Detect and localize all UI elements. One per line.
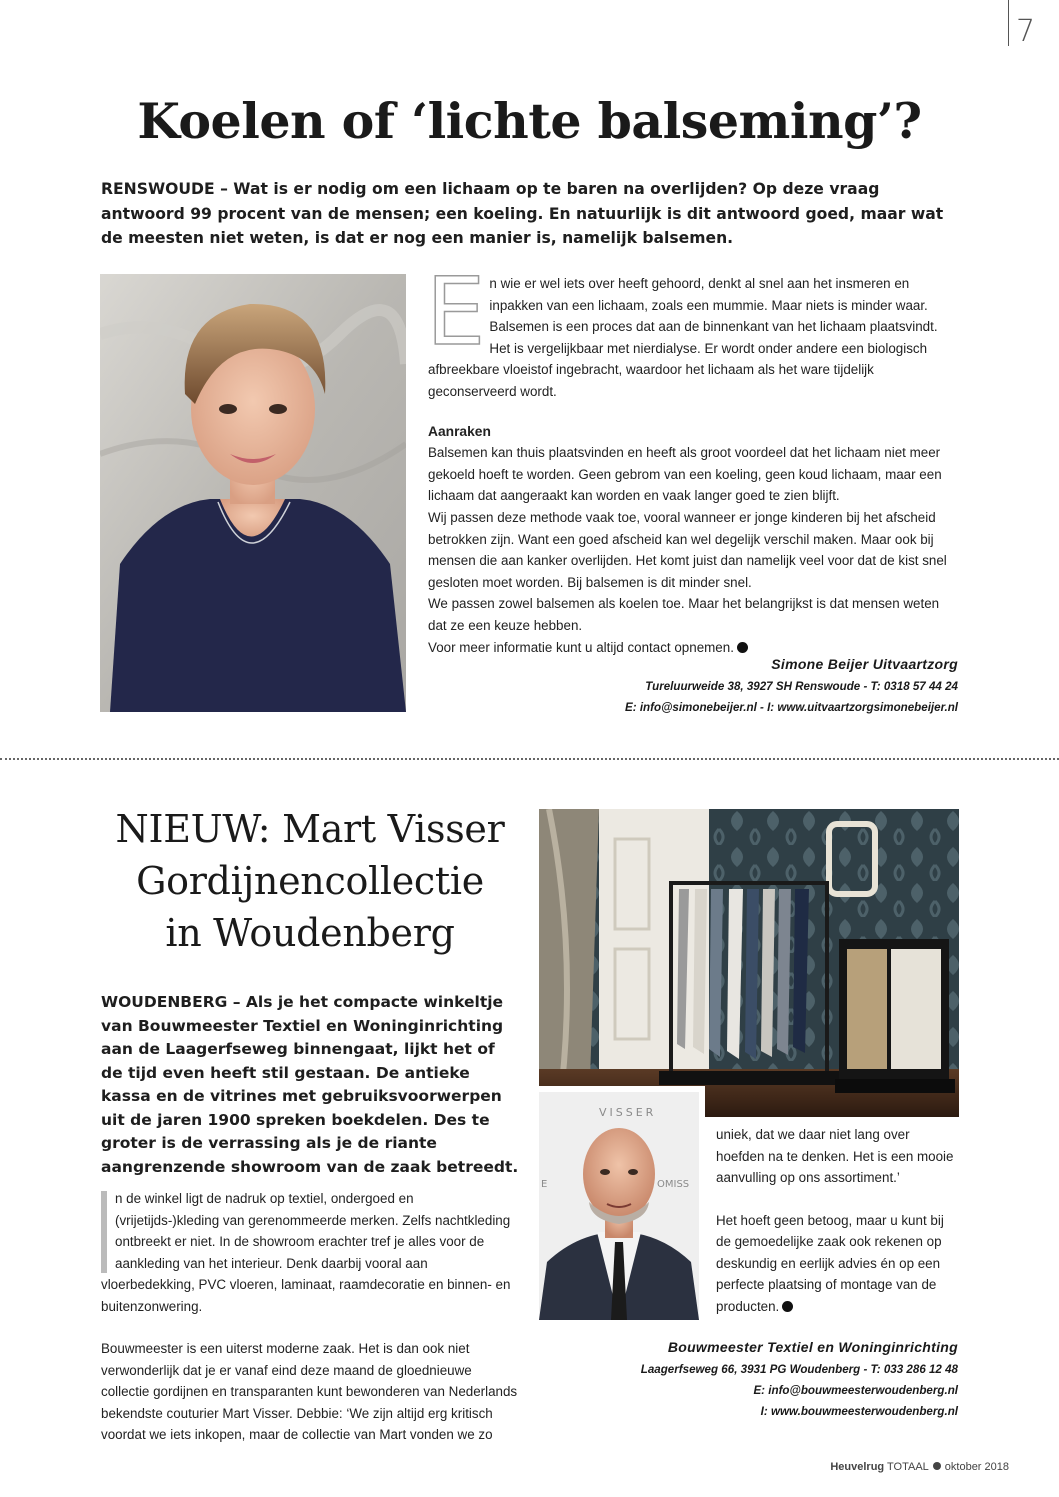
- backdrop-text: OMISS: [657, 1179, 690, 1190]
- article1-paragraph-last: [428, 637, 960, 659]
- dropcap-letter: E: [426, 258, 486, 367]
- backdrop-text: E: [541, 1179, 548, 1190]
- article1-paragraph: Balsemen kan thuis plaatsvinden en heeft als groot voordeel dat het lichaam niet meer gekoeld hoeft te worden. Geen gebrom van een koeling, geen koud lichaam, maar een lichaam dat aangeraakt kan worden en vaak langer goed te zien blijft.: [428, 445, 942, 504]
- page-number-rule: [1008, 0, 1009, 46]
- article2-title-line: in Woudenberg: [165, 911, 455, 955]
- showroom-photo: [539, 809, 959, 1117]
- article1-body: [426, 258, 960, 658]
- article2-title: [100, 803, 520, 959]
- article2-column2: [716, 1124, 960, 1317]
- article2-col2-paragraph: Het hoeft geen betoog, maar u kunt bij de gemoedelijke zaak ook rekenen op deskundig en eerlijk advies én op een perfecte plaatsing of montage van de producten.: [716, 1212, 944, 1314]
- footer-brand-suffix: TOTAAL: [887, 1461, 929, 1473]
- end-bullet-icon: [782, 1301, 793, 1312]
- article2-paragraph: Bouwmeester is een uiterst moderne zaak. Het is dan ook niet verwonderlijk dat je er vanaf eind deze maand de gloednieuwe collectie gordijnen en transparanten kunt bewonderen van Nederlands bekendste couturier Mart Visser. Debbie: ‘We zijn altijd erg kritisch voordat we iets inkopen, maar de collectie van Mart vonden we zo: [101, 1341, 518, 1442]
- backdrop-text: VISSER: [599, 1106, 657, 1119]
- article1-signature-contact: E: info@simonebeijer.nl - I: www.uitvaartzorgsimonebeijer.nl: [625, 701, 958, 714]
- article2-intro: n de winkel ligt de nadruk op textiel, ondergoed en (vrijetijds-)kleding van gerenommeerde merken. Zelfs nachtkleding ontbreekt er niet. In de showroom erachter tref je alles voor de aankleding van het interieur. Denk daarbij vooral aan vloerbedekking, PVC vloeren, laminaat, raamdecoratie en binnen- en buitenzonwering.: [101, 1191, 511, 1314]
- footer-bullet-icon: [933, 1462, 941, 1470]
- article2-col2-paragraph-last: [716, 1210, 960, 1318]
- article1-paragraph: We passen zowel balsemen als koelen toe. Maar het belangrijkst is dat mensen weten dat ze een keuze hebben.: [428, 596, 940, 633]
- article2-signature-address: Laagerfseweg 66, 3931 PG Woudenberg - T: 033 286 12 48: [640, 1363, 958, 1376]
- page-footer: [830, 1461, 1009, 1473]
- page-number: 7: [1016, 14, 1036, 49]
- article1-subheading: Aanraken: [428, 423, 491, 439]
- article2-title-line: NIEUW: Mart Visser: [115, 807, 505, 851]
- article2-lead: WOUDENBERG – Als je het compacte winkeltje van Bouwmeester Textiel en Woninginrichting aan de Laagerfseweg binnengaat, lijkt het of de tijd even heeft stil gestaan. De antieke kassa en de vitrines met gebruiksvoorwerpen uit de jaren 1900 spreken boekdelen. Des te groter is de verrassing als je de riante aangrenzende showroom van de zaak betreedt.: [101, 993, 519, 1176]
- footer-date: oktober 2018: [944, 1461, 1009, 1473]
- portrait-photo-man: [539, 1086, 705, 1320]
- article1-lead: RENSWOUDE – Wat is er nodig om een lichaam op te baren na overlijden? Op deze vraag antwoord 99 procent van de mensen; een koeling. En natuurlijk is dit antwoord goed, maar wat de meesten niet weten, is dat er nog een manier is, namelijk balsemen.: [101, 180, 944, 247]
- article2-col2-paragraph: uniek, dat we daar niet lang over hoefden na te denken. Het is een mooie aanvulling op ons assortiment.’: [716, 1127, 954, 1185]
- article1-paragraph: Voor meer informatie kunt u altijd contact opnemen.: [428, 639, 734, 655]
- article1-intro: n wie er wel iets over heeft gehoord, denkt al snel aan het insmeren en inpakken van een lichaam, zoals een mummie. Maar niets is minder waar. Balsemen is een proces dat aan de binnenkant van het lichaam plaatsvindt. Het is vergelijkbaar met nierdialyse. Er wordt onder andere een biologisch afbreekbare vloeistof ingebracht, waardoor het lichaam als het ware tijdelijk geconserveerd wordt.: [428, 276, 938, 399]
- article1-signature-address: Tureluurweide 38, 3927 SH Renswoude - T: 0318 57 44 24: [645, 680, 958, 693]
- article2-signature-name: Bouwmeester Textiel en Woninginrichting: [667, 1339, 958, 1355]
- article1-title: Koelen of ‘lichte balseming’?: [137, 92, 922, 150]
- section-divider: [0, 758, 1059, 760]
- article2-signature-email: E: info@bouwmeesterwoudenberg.nl: [753, 1384, 958, 1397]
- dropcap-bar: [101, 1191, 107, 1273]
- footer-brand: Heuvelrug: [830, 1461, 885, 1473]
- article1-paragraph: Wij passen deze methode vaak toe, vooral wanneer er jonge kinderen bij het afscheid betrokken zijn. Want een goed afscheid kan wel degelijk verschil maken. Maar ook bij mensen die aan kanker overlijden. Het komt juist dan namelijk veel voor dat de kist snel gesloten moet worden. Bij balsemen is dit minder snel.: [428, 509, 947, 590]
- article2-signature-web: I: www.bouwmeesterwoudenberg.nl: [760, 1405, 958, 1418]
- end-bullet-icon: [737, 642, 748, 653]
- article2-body: [101, 1188, 521, 1446]
- article1-signature-name: Simone Beijer Uitvaartzorg: [771, 656, 958, 672]
- article2-title-line: Gordijnencollectie: [136, 859, 484, 903]
- portrait-photo-woman: [100, 274, 406, 712]
